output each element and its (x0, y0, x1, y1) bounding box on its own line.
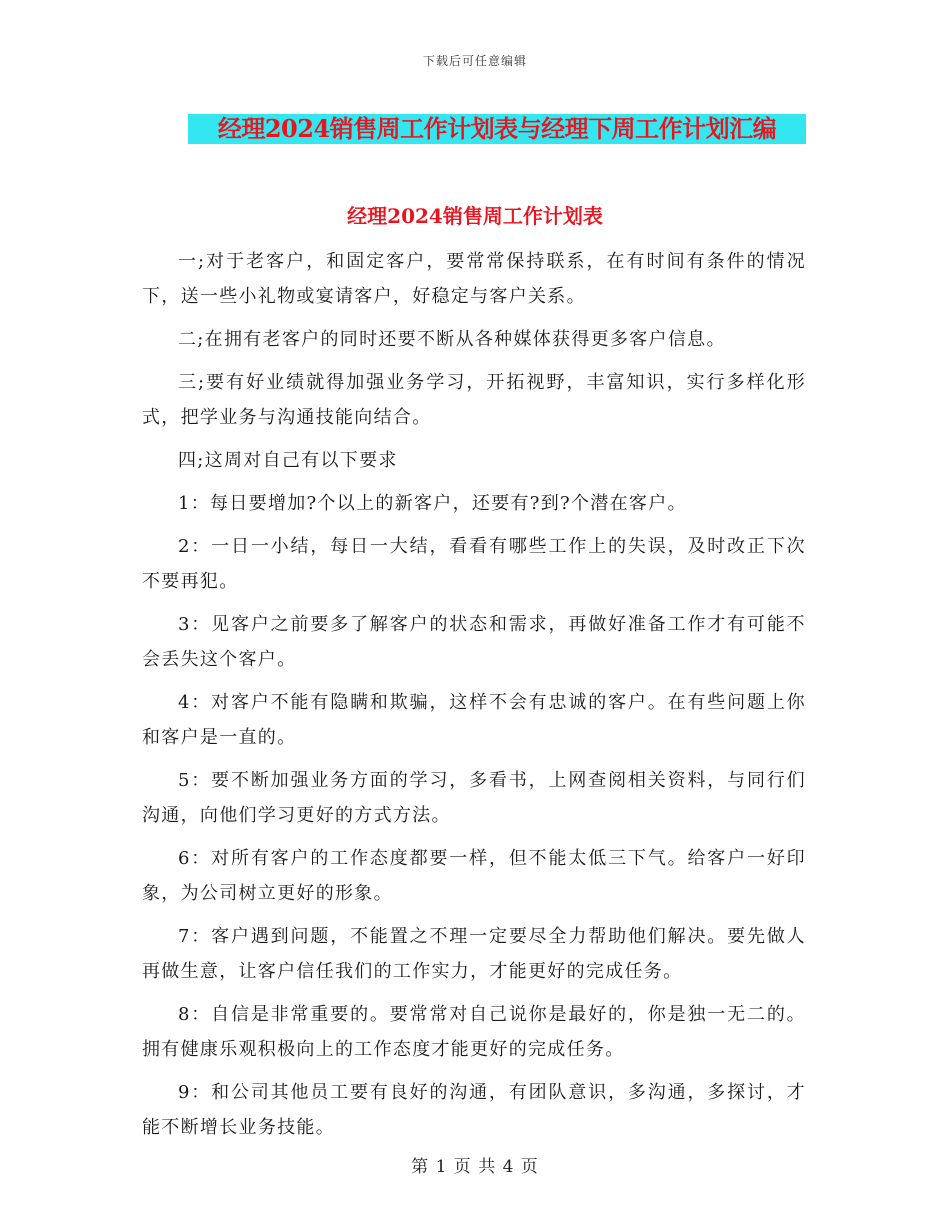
paragraph: 二;在拥有老客户的同时还要不断从各种媒体获得更多客户信息。 (178, 329, 726, 350)
paragraph: 3：见客户之前要多了解客户的状态和需求，再做好准备工作才有可能不会丢失这个客户。 (142, 614, 806, 670)
document-sub-title: 经理2024销售周工作计划表 (347, 204, 603, 228)
header-note: 下载后可任意编辑 (422, 54, 527, 68)
paragraph: 2：一日一小结，每日一大结，看看有哪些工作上的失误，及时改正下次不要再犯。 (142, 536, 806, 592)
paragraph: 4：对客户不能有隐瞒和欺骗，这样不会有忠诚的客户。在有些问题上你和客户是一直的。 (142, 692, 806, 748)
page-indicator: 第 1 页 共 4 页 (411, 1157, 539, 1177)
paragraph: 5：要不断加强业务方面的学习，多看书，上网查阅相关资料，与同行们沟通，向他们学习更好的方式方法。 (142, 770, 806, 826)
paragraph: 一;对于老客户，和固定客户，要常常保持联系，在有时间有条件的情况下，送一些小礼物或宴请客户，好稳定与客户关系。 (142, 251, 806, 307)
document-body (142, 244, 806, 1153)
document-main-title: 经理2024销售周工作计划表与经理下周工作计划汇编 (188, 114, 806, 144)
paragraph: 9：和公司其他员工要有良好的沟通，有团队意识，多沟通，多探讨，才能不断增长业务技能。 (142, 1082, 806, 1138)
paragraph: 三;要有好业绩就得加强业务学习，开拓视野，丰富知识，实行多样化形式，把学业务与沟通技能向结合。 (142, 372, 806, 428)
paragraph: 1：每日要增加?个以上的新客户，还要有?到?个潜在客户。 (178, 493, 687, 514)
paragraph: 8：自信是非常重要的。要常常对自己说你是最好的，你是独一无二的。拥有健康乐观积极向上的工作态度才能更好的完成任务。 (142, 1004, 806, 1060)
paragraph: 7：客户遇到问题，不能置之不理一定要尽全力帮助他们解决。要先做人再做生意，让客户信任我们的工作实力，才能更好的完成任务。 (142, 926, 806, 982)
paragraph: 四;这周对自己有以下要求 (178, 450, 398, 471)
paragraph: 6：对所有客户的工作态度都要一样，但不能太低三下气。给客户一好印象，为公司树立更好的形象。 (142, 848, 806, 904)
